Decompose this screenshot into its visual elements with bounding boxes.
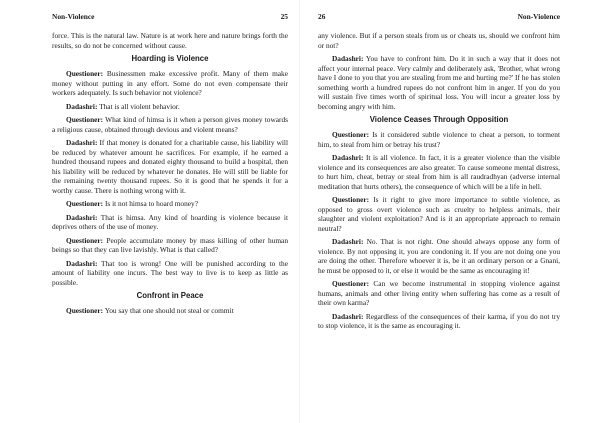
body-paragraph xyxy=(52,236,288,255)
left-body-text xyxy=(52,31,288,316)
body-paragraph xyxy=(52,31,288,50)
body-paragraph xyxy=(318,31,560,50)
speaker-label: Questioner: xyxy=(66,235,104,245)
speaker-label: Dadashri: xyxy=(66,101,98,111)
body-paragraph xyxy=(318,237,560,275)
body-paragraph xyxy=(52,306,288,316)
paragraph-text: That is all violent behavior. xyxy=(97,101,180,111)
speaker-label: Questioner: xyxy=(332,279,370,288)
paragraph-text: That is himsa. Any kind of hoarding is violence because it deprives others of the use of money. xyxy=(52,212,288,231)
paragraph-text: Can we become instrumental in stopping violence against humans, animals and other living entity when suffering has come as a result of their own karma? xyxy=(318,279,560,307)
speaker-label: Dadashri: xyxy=(332,54,364,63)
section-heading: Confront in Peace xyxy=(136,291,204,300)
paragraph-text: Is it not himsa to hoard money? xyxy=(103,199,198,208)
body-paragraph xyxy=(318,279,560,308)
left-running-head xyxy=(52,12,288,21)
right-header-title: Non-Violence xyxy=(517,12,560,21)
body-paragraph xyxy=(52,199,288,209)
body-paragraph xyxy=(52,69,288,98)
speaker-label: Questioner: xyxy=(66,115,104,124)
body-paragraph xyxy=(52,102,288,112)
body-paragraph xyxy=(52,115,288,134)
body-paragraph xyxy=(318,312,560,331)
paragraph-text: force. This is the natural law. Nature is at work here and nature brings forth the results, so do not be concerned without cause. xyxy=(52,31,288,50)
speaker-label: Questioner: xyxy=(66,69,104,78)
right-page xyxy=(300,0,600,423)
paragraph-text: What kind of himsa is it when a person gives money towards a religious cause, obtained through devious and violent means? xyxy=(52,115,288,134)
paragraph-text: If that money is donated for a charitable cause, his liability will be reduced by whatever amount he sacrifices. For example, if he earned a hundred thousand rupees and donated eighty thousand to build a hospital, then his liability will be reduced by whatever he donates. He will still be liable for the remaining twenty thousand rupees. So it is good that he spends it for a worthy cause. There is nothing wrong with it. xyxy=(52,138,288,195)
speaker-label: Questioner: xyxy=(332,130,370,139)
body-paragraph xyxy=(318,54,560,111)
paragraph-text: You say that one should not steal or commit xyxy=(103,306,234,315)
right-running-head xyxy=(318,12,560,21)
paragraph-text: You have to confront him. Do it in such a way that it does not affect your internal peace. Very calmly and deliberately ask, 'Brother, what wrong have I done to you that you are stealing from me and hurting me?' If he has stolen something worth a hundred rupees do not confront him in anger. If you do you will sustain five times worth of spiritual loss. You will incur a greater loss by becoming angry with him. xyxy=(318,54,560,111)
body-paragraph xyxy=(52,213,288,232)
section-heading: Hoarding is Violence xyxy=(131,54,209,63)
left-page-number: 25 xyxy=(280,12,288,21)
speaker-label: Dadashri: xyxy=(66,212,98,222)
paragraph-text: That too is wrong! One will be punished according to the amount of liability one incurs. The best way to live is to keep as little as possible. xyxy=(52,258,288,287)
paragraph-text: Is it right to give more importance to subtle violence, as opposed to gross overt violence such as cruelty to helpless animals, their slaughter and violent exploitation? And is it an appropriate approach to remain neutral? xyxy=(318,195,560,233)
paragraph-text: No. That is not right. One should always oppose any form of violence. By not opposing it, you are condoning it. If you are not doing one you are doing the other. Therefore whoever it is, be it an ordinary person or a Gnani, he must be opposed to it, or else it would be the same as encouraging it! xyxy=(318,237,560,275)
paragraph-text: Regardless of the consequences of their karma, if you do not try to stop violence, it is the same as encouraging it. xyxy=(318,311,560,330)
paragraph-text: It is all violence. In fact, it is a greater violence than the visible violence and its consequences are also greater. To cause someone mental distress, to hurt him, cheat, betray or steal from him is all raudradhyan (adverse internal meditation that hurts others), the consequence of which will be a life in hell. xyxy=(318,153,560,191)
speaker-label: Dadashri: xyxy=(332,237,364,246)
right-page-number: 26 xyxy=(318,12,326,21)
paragraph-text: Is it considered subtle violence to cheat a person, to torment him, to steal from him or betray his trust? xyxy=(318,130,560,149)
right-body-text xyxy=(318,31,560,331)
left-header-title: Non-Violence xyxy=(52,12,95,21)
speaker-label: Dadashri: xyxy=(66,258,98,268)
speaker-label: Questioner: xyxy=(66,199,104,208)
speaker-label: Dadashri: xyxy=(66,138,98,147)
speaker-label: Dadashri: xyxy=(332,311,364,321)
paragraph-text: Businessmen make excessive profit. Many of them make money without putting in any effort. Some do not even compensate their workers adequately. Is such behavior not violence? xyxy=(52,69,288,97)
body-paragraph xyxy=(318,130,560,149)
body-paragraph xyxy=(52,259,288,288)
speaker-label: Questioner: xyxy=(66,306,104,315)
section-heading: Violence Ceases Through Opposition xyxy=(369,115,509,124)
speaker-label: Questioner: xyxy=(332,195,370,204)
body-paragraph xyxy=(318,195,560,233)
paragraph-text: People accumulate money by mass killing of other human beings so that they can live lavishly. What is that called? xyxy=(52,235,288,254)
body-paragraph xyxy=(52,138,288,195)
paragraph-text: any violence. But if a person steals from us or cheats us, should we confront him or not? xyxy=(318,31,560,50)
speaker-label: Dadashri: xyxy=(332,153,364,162)
body-paragraph xyxy=(318,153,560,191)
